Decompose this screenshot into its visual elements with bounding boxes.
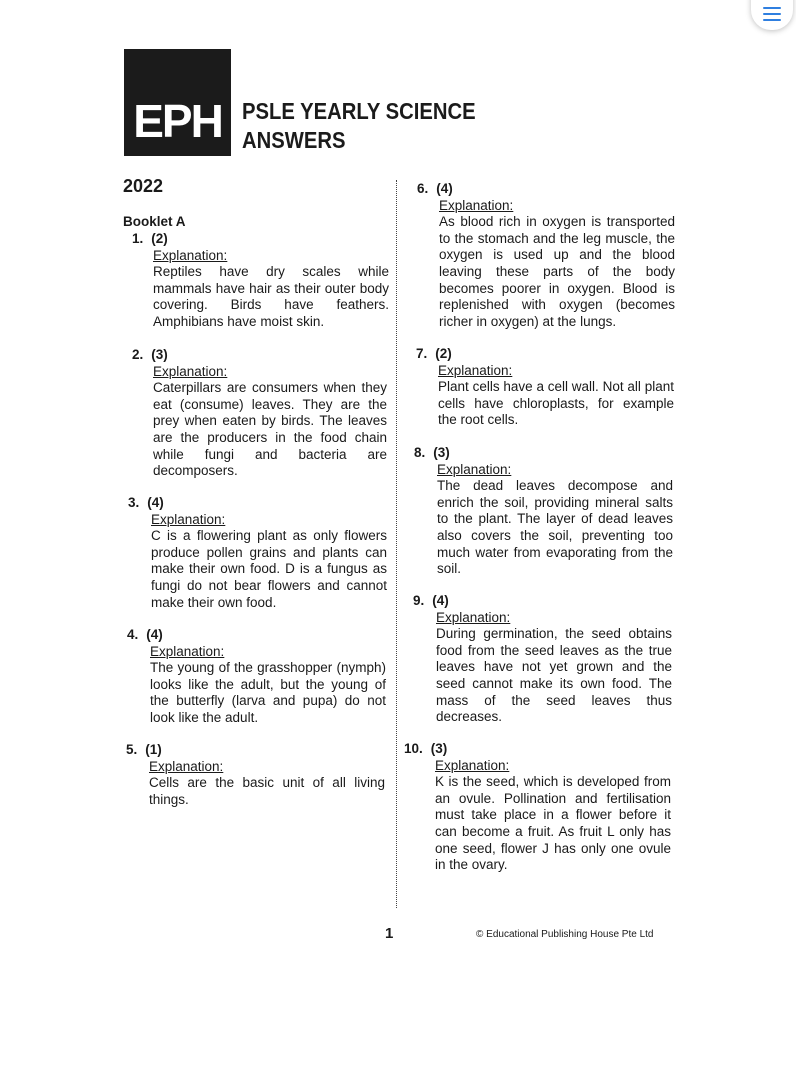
answer-value: (3) — [433, 445, 450, 460]
explanation-label: Explanation: — [150, 643, 225, 659]
question-number: 9. — [413, 593, 425, 608]
booklet-heading: Booklet A — [123, 214, 186, 229]
question-number: 2. — [132, 347, 144, 362]
explanation-text: The dead leaves decompose and enrich the soil, providing mineral salts to the plant. The layer of dead leaves also covers the soil, preventing too much water from evaporating from the soil. — [437, 478, 673, 577]
explanation-text: K is the seed, which is developed from an ovule. Pollination and fertilisation must take place in a flower before it can become a fruit. As fruit L only has one seed, flower J has only one ovule in the ovary. — [435, 774, 671, 873]
explanation-label: Explanation: — [436, 609, 511, 625]
explanation-label: Explanation: — [439, 197, 514, 213]
answer-value: (4) — [147, 495, 164, 510]
title-line-2: ANSWERS — [242, 127, 346, 153]
answer-value: (3) — [151, 347, 168, 362]
hamburger-menu-icon — [763, 7, 781, 21]
explanation-text: During germination, the seed obtains food from the seed leaves as the true leaves have not yet grown and the seed cannot make its own food. The mass of the seed leaves thus decreases. — [436, 626, 672, 725]
answer-value: (1) — [145, 742, 162, 757]
explanation-text: The young of the grasshopper (nymph) looks like the adult, but the young of the butterfly (larva and pupa) do not look like the adult. — [150, 660, 386, 725]
answer-value: (2) — [435, 346, 452, 361]
question-number: 4. — [127, 627, 139, 642]
answer-value: (3) — [430, 741, 448, 756]
year-heading: 2022 — [123, 176, 164, 196]
explanation-label: Explanation: — [151, 511, 226, 527]
explanation-label: Explanation: — [437, 461, 512, 477]
explanation-label: Explanation: — [149, 758, 224, 774]
explanation-text: Reptiles have dry scales while mammals have hair as their outer body covering. Birds have feathers. Amphibians have moist skin. — [153, 264, 389, 329]
explanation-text: Plant cells have a cell wall. Not all plant cells have chloroplasts, for example the root cells. — [438, 379, 674, 428]
answer-value: (4) — [436, 181, 453, 196]
explanation-label: Explanation: — [438, 362, 513, 378]
explanation-text: As blood rich in oxygen is transported to the stomach and the leg muscle, the oxygen is used up and the blood leaving these parts of the body becomes poorer in oxygen. Blood is replenished with oxygen (becomes richer in oxygen) at the lungs. — [439, 214, 675, 329]
question-number: 10. — [404, 741, 423, 756]
explanation-label: Explanation: — [153, 247, 228, 263]
explanation-text: C is a flowering plant as only flowers produce pollen grains and plants can make their own food. D is a fungus as fungi do not bear flowers and cannot make their own food. — [151, 528, 387, 610]
explanation-text: Cells are the basic unit of all living things. — [149, 775, 385, 807]
question-number: 7. — [416, 346, 428, 361]
question-number: 8. — [414, 445, 426, 460]
menu-button[interactable] — [751, 0, 793, 30]
answer-value: (4) — [432, 593, 449, 608]
copyright-notice: © Educational Publishing House Pte Ltd — [476, 929, 654, 940]
question-number: 3. — [128, 495, 140, 510]
eph-logo: EPH — [124, 49, 231, 156]
page-number: 1 — [385, 925, 394, 942]
explanation-label: Explanation: — [153, 363, 228, 379]
answer-value: (4) — [146, 627, 163, 642]
page-title — [242, 97, 476, 155]
question-number: 1. — [132, 231, 144, 246]
title-line-1: PSLE YEARLY SCIENCE — [242, 98, 476, 124]
column-divider — [396, 180, 397, 908]
answer-value: (2) — [151, 231, 168, 246]
question-number: 5. — [126, 742, 138, 757]
explanation-text: Caterpillars are consumers when they eat (consume) leaves. They are the prey when eaten by birds. The leaves are the producers in the food chain while fungi and bacteria are decomposers. — [153, 380, 387, 479]
question-number: 6. — [417, 181, 429, 196]
explanation-label: Explanation: — [435, 757, 510, 773]
